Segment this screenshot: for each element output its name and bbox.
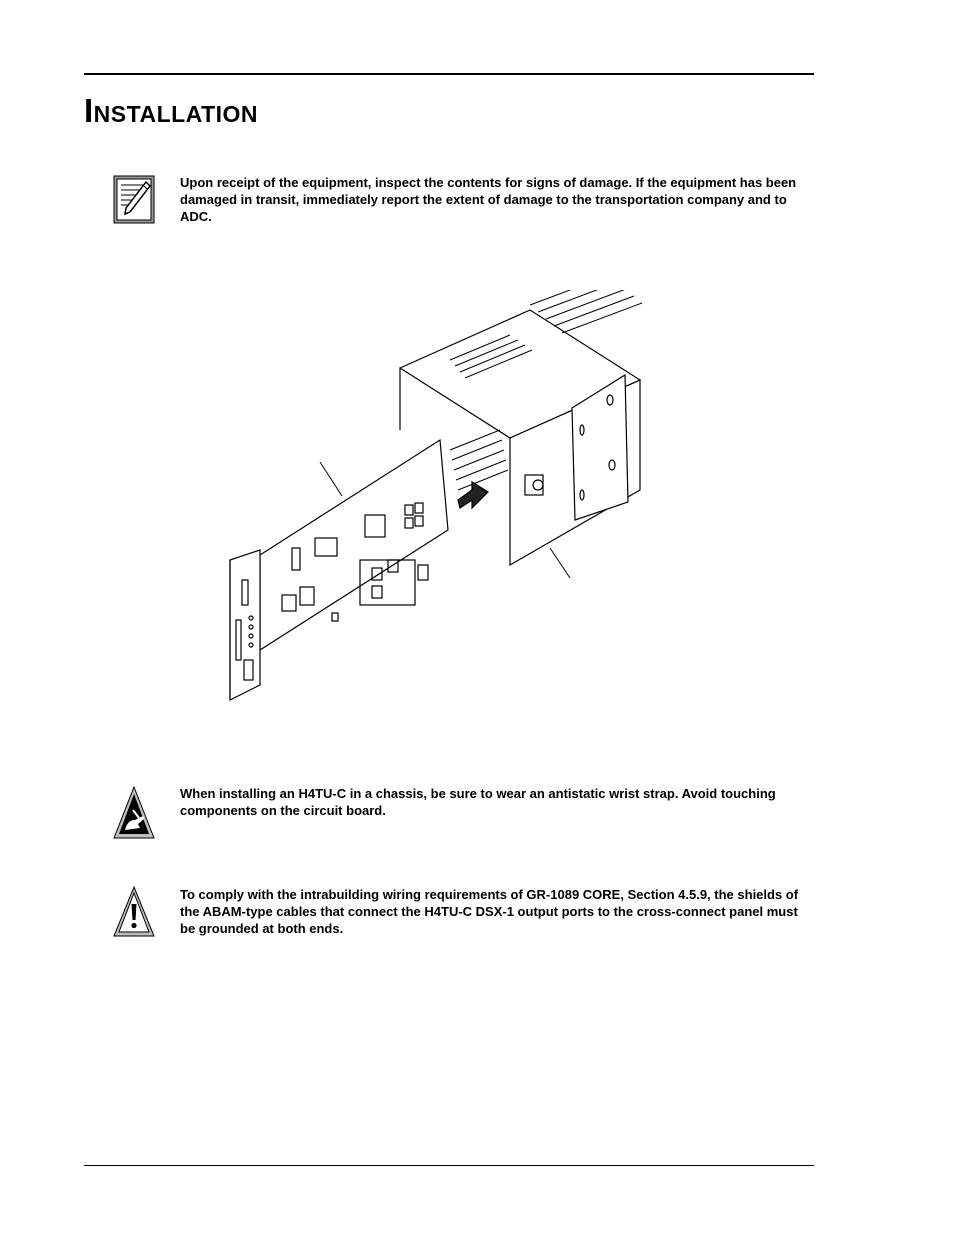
esd-warning-icon — [113, 786, 155, 840]
caution-text: To comply with the intrabuilding wiring requirements of GR-1089 CORE, Section 4.5.9, the shields of the ABAM-type cables that connect the H4TU-C DSX-1 output ports to the cross-connect panel must be grounded at both ends. — [180, 887, 799, 936]
page-title: Installation — [84, 92, 259, 129]
bottom-rule — [84, 1165, 814, 1166]
card-chassis-illustration — [220, 290, 660, 710]
note-text: Upon receipt of the equipment, inspect the contents for signs of damage. If the equipment has been damaged in transit, immediately report the extent of damage to the transportation company and to ADC. — [180, 175, 797, 224]
circuit-card — [260, 440, 448, 650]
esd-text: When installing an H4TU-C in a chassis, be sure to wear an antistatic wrist strap. Avoid touching components on the circuit board. — [180, 786, 776, 818]
caution-exclamation-icon — [113, 886, 155, 938]
note-pencil-icon — [113, 175, 155, 225]
top-rule — [84, 73, 814, 75]
